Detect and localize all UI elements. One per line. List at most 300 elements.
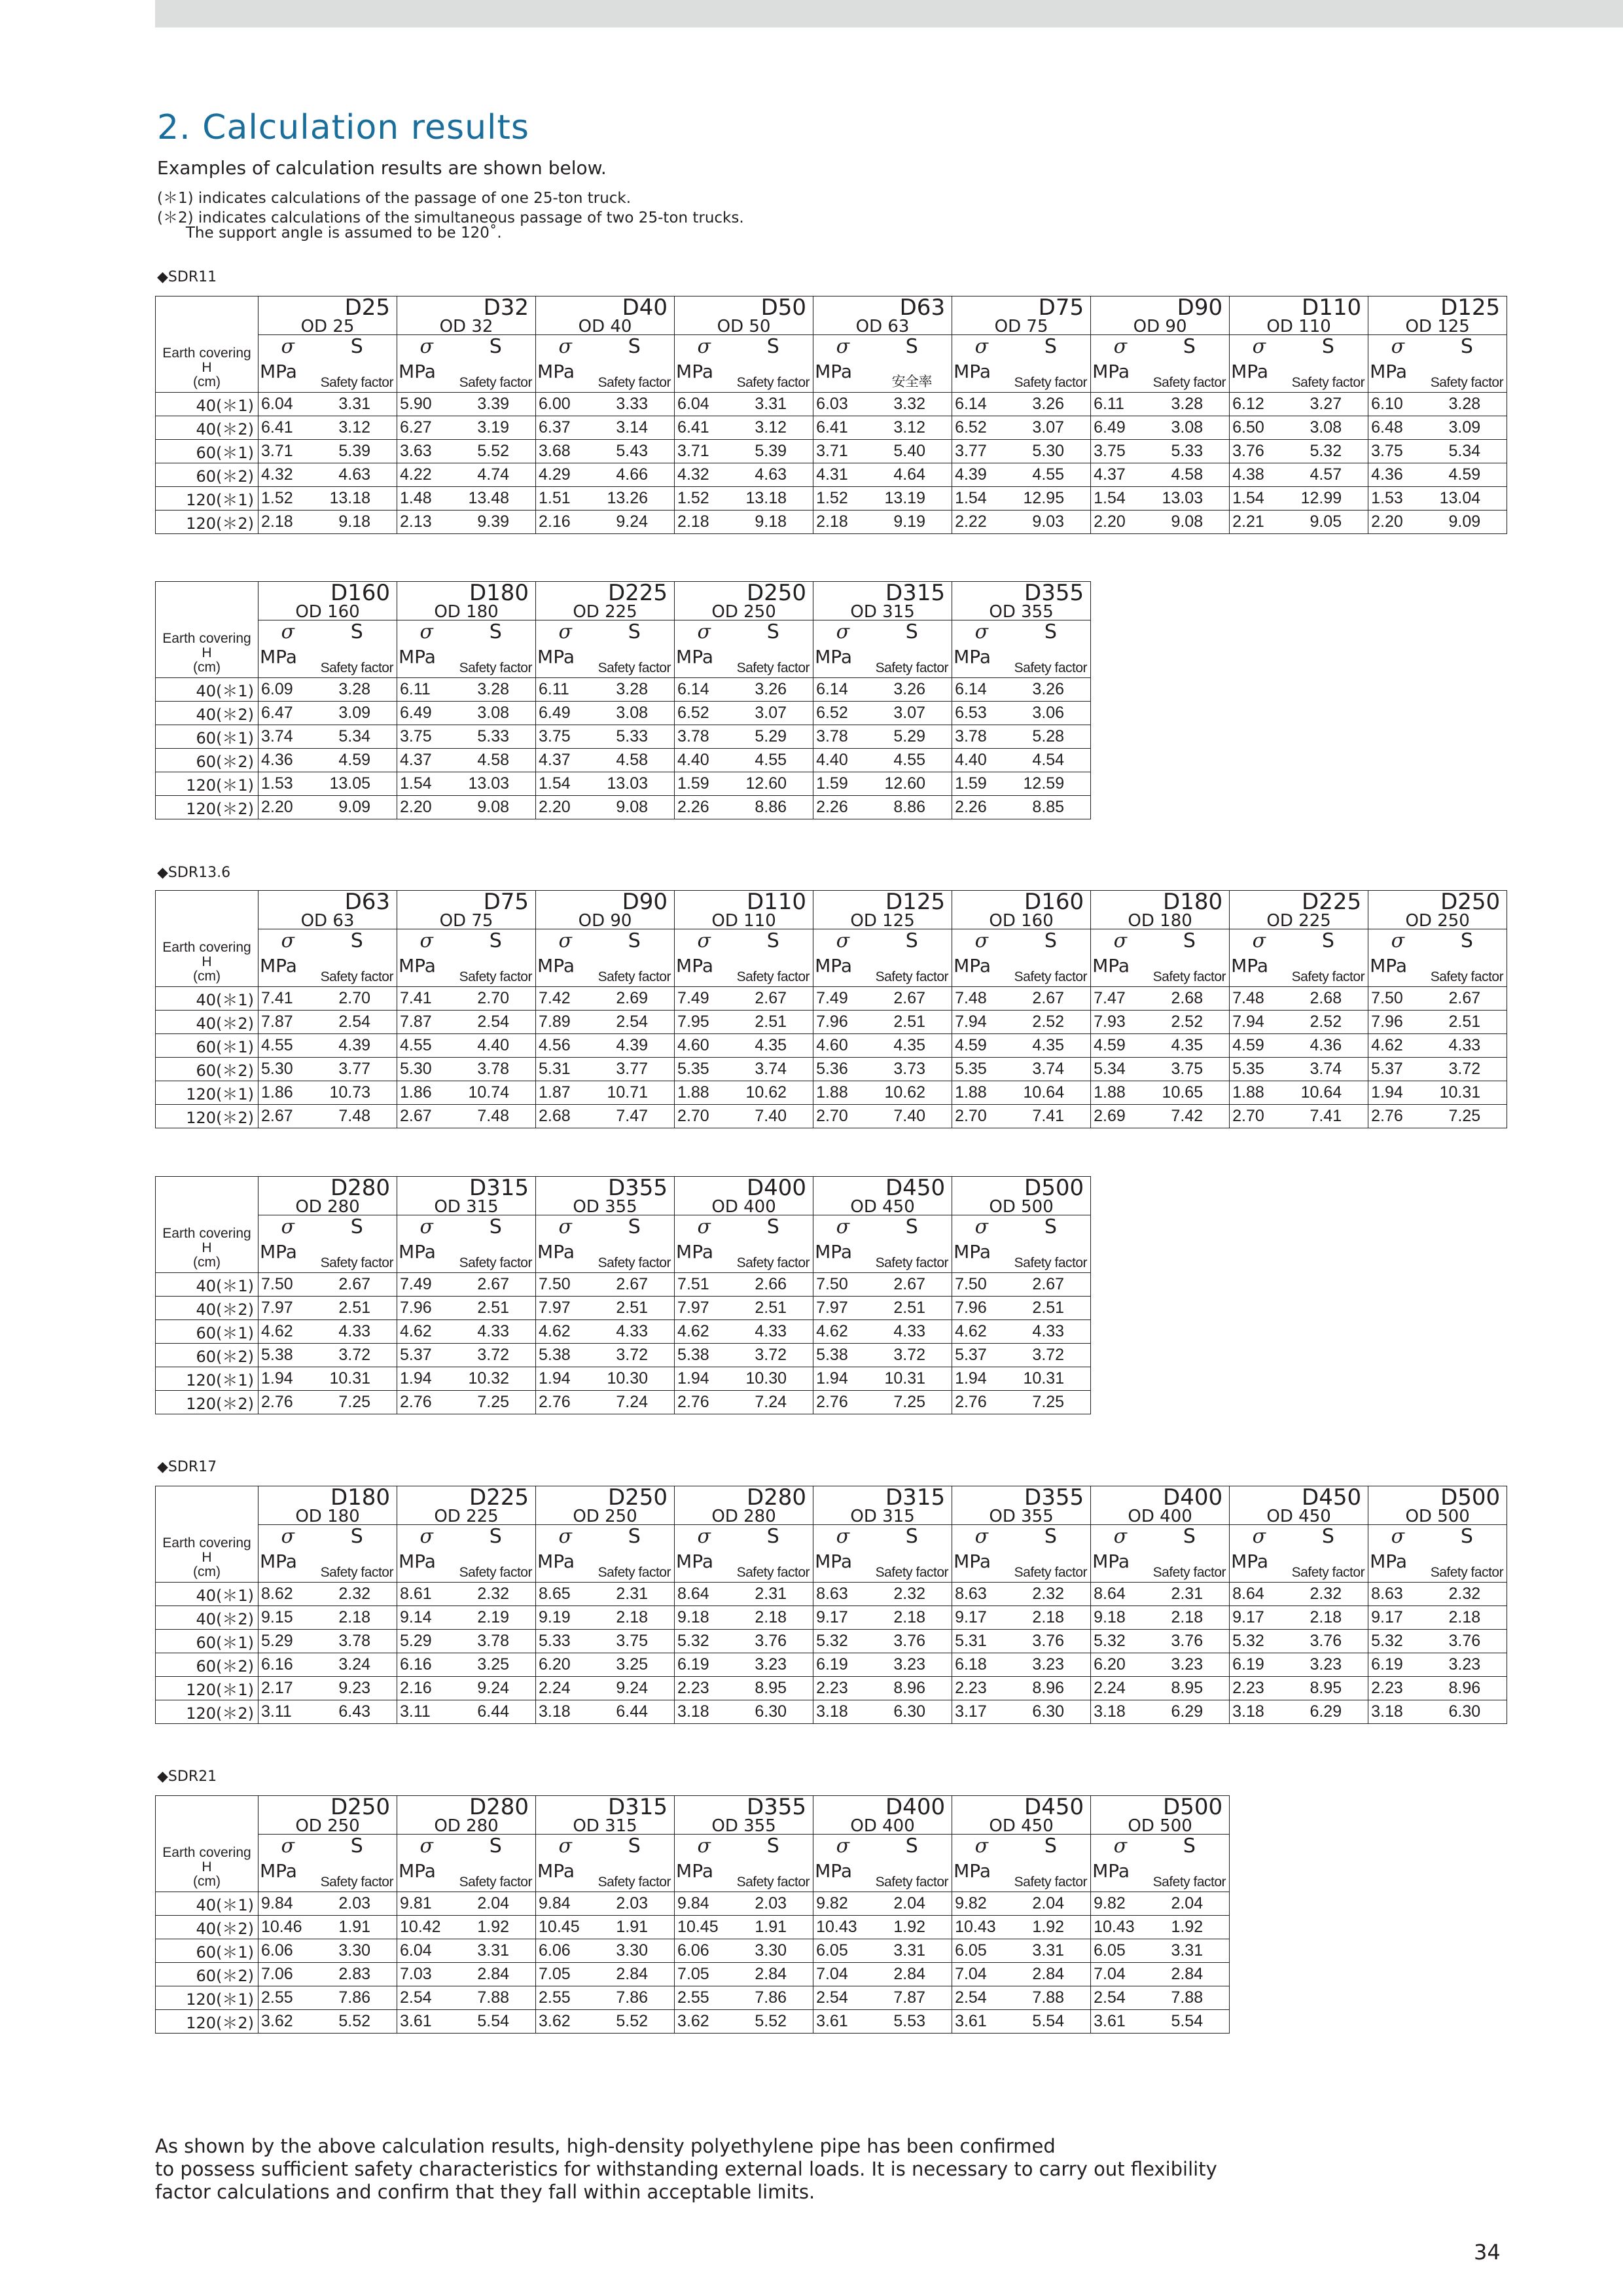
stress-value: 6.53 xyxy=(952,702,1011,725)
earth-covering-text: Earth covering xyxy=(162,346,251,361)
table-row xyxy=(156,725,1091,749)
symbol-header-row xyxy=(156,1215,1091,1239)
safety-factor-value: 3.06 xyxy=(1011,702,1091,725)
stress-value: 1.53 xyxy=(1368,487,1427,511)
s-symbol: S xyxy=(317,1835,397,1858)
safety-factor-value: 7.25 xyxy=(317,1391,397,1414)
safety-factor-value: 2.32 xyxy=(872,1583,952,1606)
safety-factor-value: 2.32 xyxy=(1011,1583,1091,1606)
earth-covering-value: 120(＊2) xyxy=(156,511,259,534)
nominal-size: D25 xyxy=(344,296,391,319)
stress-value: 1.94 xyxy=(675,1367,734,1391)
safety-factor-value: 4.58 xyxy=(1150,463,1230,487)
earth-covering-header xyxy=(156,296,259,393)
stress-value: 7.50 xyxy=(536,1273,595,1297)
stress-value: 10.43 xyxy=(1091,1916,1150,1939)
stress-value: 7.04 xyxy=(952,1963,1011,1986)
outer-diameter: OD 180 xyxy=(397,604,536,620)
mpa-unit: MPa xyxy=(1368,358,1427,393)
sigma-symbol: σ xyxy=(675,1835,734,1858)
table-row xyxy=(156,1058,1507,1081)
cm-unit: (cm) xyxy=(193,374,221,389)
stress-value: 5.35 xyxy=(675,1058,734,1081)
stress-value: 7.96 xyxy=(813,1011,872,1034)
stress-value: 6.49 xyxy=(397,702,456,725)
stress-value: 6.37 xyxy=(536,416,595,440)
stress-value: 3.75 xyxy=(397,725,456,749)
mpa-unit: MPa xyxy=(952,1238,1011,1273)
safety-factor-value: 9.24 xyxy=(595,511,675,534)
stress-value: 5.37 xyxy=(952,1344,1011,1367)
stress-value: 7.87 xyxy=(259,1011,317,1034)
s-symbol: S xyxy=(1011,1835,1091,1858)
safety-factor-value: 7.25 xyxy=(456,1391,536,1414)
sigma-symbol: σ xyxy=(397,620,456,644)
safety-factor-value: 2.69 xyxy=(595,987,675,1011)
safety-factor-value: 2.18 xyxy=(1427,1606,1507,1630)
safety-factor-label: Safety factor xyxy=(1011,358,1091,393)
stress-value: 6.16 xyxy=(397,1653,456,1677)
safety-factor-value: 2.84 xyxy=(734,1963,813,1986)
stress-value: 4.55 xyxy=(397,1034,456,1058)
safety-factor-value: 3.28 xyxy=(1150,393,1230,416)
s-symbol: S xyxy=(1011,1525,1091,1549)
safety-factor-value: 2.51 xyxy=(1011,1297,1091,1320)
stress-value: 8.63 xyxy=(952,1583,1011,1606)
safety-factor-label: Safety factor xyxy=(734,1857,813,1892)
outer-diameter: OD 50 xyxy=(675,319,813,335)
mpa-unit: MPa xyxy=(397,1548,456,1583)
stress-value: 1.59 xyxy=(952,772,1011,796)
stress-value: 2.16 xyxy=(536,511,595,534)
size-cell xyxy=(675,296,813,319)
safety-factor-value: 3.23 xyxy=(1011,1653,1091,1677)
safety-factor-value: 2.68 xyxy=(1289,987,1368,1011)
stress-value: 6.19 xyxy=(1368,1653,1427,1677)
size-cell xyxy=(259,1796,397,1819)
safety-factor-value: 2.18 xyxy=(734,1606,813,1630)
earth-covering-label xyxy=(156,346,258,389)
s-symbol: S xyxy=(1427,929,1507,953)
s-symbol: S xyxy=(1150,929,1230,953)
safety-factor-value: 3.76 xyxy=(1427,1630,1507,1653)
sigma-symbol: σ xyxy=(1230,335,1289,359)
symbol-header-row xyxy=(156,1835,1230,1858)
safety-factor-value: 9.19 xyxy=(872,511,952,534)
stress-value: 8.63 xyxy=(813,1583,872,1606)
size-cell xyxy=(813,1486,952,1509)
safety-factor-value: 2.52 xyxy=(1011,1011,1091,1034)
stress-value: 6.20 xyxy=(1091,1653,1150,1677)
safety-factor-value: 13.05 xyxy=(317,772,397,796)
safety-factor-value: 5.34 xyxy=(317,725,397,749)
earth-covering-value: 40(＊2) xyxy=(156,416,259,440)
safety-factor-value: 3.75 xyxy=(595,1630,675,1653)
safety-factor-label: Safety factor xyxy=(872,643,952,678)
size-cell xyxy=(813,891,952,914)
mpa-unit: MPa xyxy=(675,643,734,678)
symbol-header-row xyxy=(156,929,1507,953)
safety-factor-value: 3.76 xyxy=(1011,1630,1091,1653)
safety-factor-value: 2.51 xyxy=(1427,1011,1507,1034)
safety-factor-value: 3.77 xyxy=(595,1058,675,1081)
stress-value: 9.17 xyxy=(1230,1606,1289,1630)
safety-factor-value: 5.52 xyxy=(595,2010,675,2034)
stress-value: 4.59 xyxy=(952,1034,1011,1058)
safety-factor-value: 3.78 xyxy=(317,1630,397,1653)
stress-value: 5.32 xyxy=(675,1630,734,1653)
safety-factor-value: 1.92 xyxy=(456,1916,536,1939)
safety-factor-label: Safety factor xyxy=(456,1548,536,1583)
safety-factor-value: 8.86 xyxy=(734,796,813,819)
safety-factor-value: 9.09 xyxy=(1427,511,1507,534)
sigma-symbol: σ xyxy=(952,335,1011,359)
safety-factor-value: 3.08 xyxy=(1289,416,1368,440)
nominal-size: D250 xyxy=(746,581,807,604)
safety-factor-value: 12.59 xyxy=(1011,772,1091,796)
safety-factor-value: 3.72 xyxy=(1011,1344,1091,1367)
stress-value: 2.20 xyxy=(397,796,456,819)
outer-diameter: OD 225 xyxy=(397,1509,536,1525)
safety-factor-value: 3.74 xyxy=(1289,1058,1368,1081)
safety-factor-value: 2.19 xyxy=(456,1606,536,1630)
safety-factor-value: 3.28 xyxy=(456,678,536,702)
nominal-size: D450 xyxy=(1024,1795,1084,1818)
size-cell xyxy=(813,582,952,605)
safety-factor-value: 3.23 xyxy=(1427,1653,1507,1677)
stress-value: 7.48 xyxy=(952,987,1011,1011)
stress-value: 7.50 xyxy=(1368,987,1427,1011)
safety-factor-label: Safety factor xyxy=(595,1238,675,1273)
safety-factor-value: 2.67 xyxy=(1011,1273,1091,1297)
stress-value: 3.71 xyxy=(813,440,872,463)
safety-factor-value: 5.33 xyxy=(595,725,675,749)
stress-value: 5.30 xyxy=(259,1058,317,1081)
stress-value: 1.94 xyxy=(536,1367,595,1391)
stress-value: 9.84 xyxy=(259,1892,317,1916)
h-symbol: H xyxy=(202,1240,212,1255)
stress-value: 2.67 xyxy=(397,1105,456,1128)
stress-value: 1.94 xyxy=(1368,1081,1427,1105)
s-symbol: S xyxy=(872,1835,952,1858)
outer-diameter: OD 250 xyxy=(259,1818,397,1835)
safety-factor-value: 3.31 xyxy=(1011,1939,1091,1963)
mpa-unit: MPa xyxy=(813,1238,872,1273)
nominal-size: D500 xyxy=(1440,1486,1501,1509)
stress-value: 2.76 xyxy=(397,1391,456,1414)
safety-factor-label: Safety factor xyxy=(1427,1548,1507,1583)
stress-value: 7.03 xyxy=(397,1963,456,1986)
mpa-unit: MPa xyxy=(813,1548,872,1583)
s-symbol: S xyxy=(595,335,675,359)
stress-value: 3.17 xyxy=(952,1700,1011,1724)
safety-factor-label: Safety factor xyxy=(456,1238,536,1273)
table-row xyxy=(156,796,1091,819)
earth-covering-value: 120(＊1) xyxy=(156,1081,259,1105)
safety-factor-value: 2.84 xyxy=(456,1963,536,1986)
stress-value: 2.23 xyxy=(1230,1677,1289,1700)
safety-factor-value: 3.25 xyxy=(456,1653,536,1677)
cm-unit: (cm) xyxy=(193,1564,221,1579)
stress-value: 2.70 xyxy=(813,1105,872,1128)
nominal-size: D63 xyxy=(344,890,391,913)
size-cell xyxy=(397,296,536,319)
safety-factor-value: 5.39 xyxy=(317,440,397,463)
stress-value: 7.51 xyxy=(675,1273,734,1297)
nominal-size: D280 xyxy=(330,1176,391,1199)
safety-factor-value: 7.86 xyxy=(734,1986,813,2010)
stress-value: 8.64 xyxy=(1230,1583,1289,1606)
cm-unit: (cm) xyxy=(193,660,221,675)
outer-diameter: OD 355 xyxy=(536,1199,675,1215)
safety-factor-label: Safety factor xyxy=(317,952,397,987)
outer-diameter: OD 32 xyxy=(397,319,536,335)
table-row xyxy=(156,511,1507,534)
nominal-size: D280 xyxy=(469,1795,529,1818)
safety-factor-value: 3.23 xyxy=(734,1653,813,1677)
stress-value: 3.78 xyxy=(675,725,734,749)
safety-factor-value: 4.59 xyxy=(317,749,397,772)
earth-covering-value: 40(＊2) xyxy=(156,1297,259,1320)
outer-diameter: OD 160 xyxy=(952,913,1091,929)
safety-factor-value: 2.67 xyxy=(317,1273,397,1297)
safety-factor-value: 2.67 xyxy=(595,1273,675,1297)
stress-value: 6.52 xyxy=(675,702,734,725)
safety-factor-value: 2.03 xyxy=(734,1892,813,1916)
sigma-symbol: σ xyxy=(536,929,595,953)
stress-value: 9.81 xyxy=(397,1892,456,1916)
outer-diameter: OD 500 xyxy=(1368,1509,1507,1525)
sigma-symbol: σ xyxy=(397,929,456,953)
stress-value: 2.55 xyxy=(675,1986,734,2010)
safety-factor-value: 10.62 xyxy=(872,1081,952,1105)
stress-value: 3.74 xyxy=(259,725,317,749)
safety-factor-label: 安全率 xyxy=(872,358,952,393)
sdr21-label: ◆SDR21 xyxy=(157,1768,217,1785)
s-symbol: S xyxy=(872,1215,952,1239)
stress-value: 3.11 xyxy=(397,1700,456,1724)
nominal-size: D225 xyxy=(469,1486,529,1509)
safety-factor-label: Safety factor xyxy=(1011,643,1091,678)
safety-factor-value: 1.91 xyxy=(595,1916,675,1939)
safety-factor-value: 13.18 xyxy=(734,487,813,511)
s-symbol: S xyxy=(872,929,952,953)
safety-factor-value: 4.35 xyxy=(1150,1034,1230,1058)
size-cell xyxy=(1091,1486,1230,1509)
stress-value: 7.97 xyxy=(259,1297,317,1320)
stress-value: 9.14 xyxy=(397,1606,456,1630)
safety-factor-value: 9.08 xyxy=(1150,511,1230,534)
safety-factor-value: 4.55 xyxy=(734,749,813,772)
size-cell xyxy=(536,1486,675,1509)
sigma-symbol: σ xyxy=(675,620,734,644)
stress-value: 5.38 xyxy=(536,1344,595,1367)
unit-header-row xyxy=(156,1857,1230,1892)
stress-value: 5.35 xyxy=(1230,1058,1289,1081)
stress-value: 2.76 xyxy=(952,1391,1011,1414)
safety-factor-value: 9.03 xyxy=(1011,511,1091,534)
safety-factor-label: Safety factor xyxy=(1150,358,1230,393)
stress-value: 2.70 xyxy=(952,1105,1011,1128)
nominal-size: D180 xyxy=(1163,890,1223,913)
size-header-row xyxy=(156,582,1091,605)
stress-value: 2.54 xyxy=(813,1986,872,2010)
sigma-symbol: σ xyxy=(813,335,872,359)
nominal-size: D400 xyxy=(746,1176,807,1199)
s-symbol: S xyxy=(1289,929,1368,953)
stress-value: 1.54 xyxy=(1230,487,1289,511)
safety-factor-value: 3.32 xyxy=(872,393,952,416)
stress-value: 9.15 xyxy=(259,1606,317,1630)
safety-factor-value: 5.39 xyxy=(734,440,813,463)
outer-diameter: OD 225 xyxy=(1230,913,1368,929)
safety-factor-value: 4.35 xyxy=(734,1034,813,1058)
stress-value: 10.42 xyxy=(397,1916,456,1939)
sigma-symbol: σ xyxy=(813,1835,872,1858)
outer-diameter: OD 400 xyxy=(675,1199,813,1215)
size-header-row xyxy=(156,1796,1230,1819)
stress-value: 6.06 xyxy=(259,1939,317,1963)
sigma-symbol: σ xyxy=(1091,1835,1150,1858)
s-symbol: S xyxy=(456,1525,536,1549)
safety-factor-value: 3.08 xyxy=(595,702,675,725)
earth-covering-value: 120(＊2) xyxy=(156,1700,259,1724)
safety-factor-value: 4.33 xyxy=(595,1320,675,1344)
cm-unit: (cm) xyxy=(193,969,221,984)
safety-factor-value: 2.54 xyxy=(317,1011,397,1034)
stress-value: 4.31 xyxy=(813,463,872,487)
nominal-size: D225 xyxy=(607,581,668,604)
safety-factor-value: 3.74 xyxy=(1011,1058,1091,1081)
earth-covering-header xyxy=(156,1486,259,1583)
stress-value: 3.18 xyxy=(1230,1700,1289,1724)
earth-covering-value: 40(＊2) xyxy=(156,702,259,725)
stress-value: 2.13 xyxy=(397,511,456,534)
size-header-row xyxy=(156,1177,1091,1200)
stress-value: 5.38 xyxy=(813,1344,872,1367)
earth-covering-text: Earth covering xyxy=(162,1226,251,1241)
mpa-unit: MPa xyxy=(1368,952,1427,987)
stress-value: 3.75 xyxy=(1368,440,1427,463)
mpa-unit: MPa xyxy=(813,643,872,678)
safety-factor-label: Safety factor xyxy=(734,1548,813,1583)
results-table-sdr13-6-a xyxy=(155,890,1507,1128)
safety-factor-value: 2.51 xyxy=(595,1297,675,1320)
safety-factor-value: 4.33 xyxy=(1011,1320,1091,1344)
safety-factor-value: 3.72 xyxy=(734,1344,813,1367)
safety-factor-label: Safety factor xyxy=(317,643,397,678)
stress-value: 1.54 xyxy=(952,487,1011,511)
earth-covering-value: 40(＊1) xyxy=(156,678,259,702)
stress-value: 4.62 xyxy=(952,1320,1011,1344)
outer-diameter: OD 500 xyxy=(952,1199,1091,1215)
safety-factor-label: Safety factor xyxy=(1289,358,1368,393)
earth-covering-label xyxy=(156,632,258,675)
size-cell xyxy=(1368,891,1507,914)
earth-covering-value: 40(＊2) xyxy=(156,1011,259,1034)
unit-header-row xyxy=(156,1548,1507,1583)
safety-factor-value: 2.67 xyxy=(1427,987,1507,1011)
safety-factor-value: 12.60 xyxy=(872,772,952,796)
safety-factor-value: 4.63 xyxy=(734,463,813,487)
nominal-size: D160 xyxy=(1024,890,1084,913)
safety-factor-label: Safety factor xyxy=(1011,952,1091,987)
stress-value: 6.06 xyxy=(536,1939,595,1963)
stress-value: 2.76 xyxy=(813,1391,872,1414)
stress-value: 2.18 xyxy=(813,511,872,534)
mpa-unit: MPa xyxy=(675,1238,734,1273)
table-row xyxy=(156,1963,1230,1986)
safety-factor-value: 3.75 xyxy=(1150,1058,1230,1081)
outer-diameter: OD 355 xyxy=(952,604,1091,620)
stress-value: 1.88 xyxy=(1230,1081,1289,1105)
s-symbol: S xyxy=(456,1215,536,1239)
stress-value: 2.70 xyxy=(675,1105,734,1128)
size-cell xyxy=(536,891,675,914)
safety-factor-value: 2.68 xyxy=(1150,987,1230,1011)
safety-factor-value: 10.32 xyxy=(456,1367,536,1391)
safety-factor-value: 7.88 xyxy=(1011,1986,1091,2010)
safety-factor-label: Safety factor xyxy=(734,358,813,393)
safety-factor-value: 10.71 xyxy=(595,1081,675,1105)
safety-factor-value: 8.96 xyxy=(872,1677,952,1700)
size-cell xyxy=(536,1177,675,1200)
stress-value: 1.53 xyxy=(259,772,317,796)
safety-factor-value: 4.39 xyxy=(595,1034,675,1058)
h-symbol: H xyxy=(202,1859,212,1874)
safety-factor-value: 3.28 xyxy=(1427,393,1507,416)
s-symbol: S xyxy=(317,929,397,953)
sigma-symbol: σ xyxy=(397,335,456,359)
stress-value: 5.32 xyxy=(1368,1630,1427,1653)
stress-value: 1.52 xyxy=(259,487,317,511)
safety-factor-value: 3.76 xyxy=(734,1630,813,1653)
nominal-size: D180 xyxy=(330,1486,391,1509)
mpa-unit: MPa xyxy=(259,1857,317,1892)
safety-factor-value: 3.23 xyxy=(872,1653,952,1677)
stress-value: 1.88 xyxy=(675,1081,734,1105)
stress-value: 9.84 xyxy=(675,1892,734,1916)
earth-covering-label xyxy=(156,941,258,984)
sigma-symbol: σ xyxy=(536,620,595,644)
table-row xyxy=(156,702,1091,725)
stress-value: 7.49 xyxy=(813,987,872,1011)
stress-value: 4.62 xyxy=(1368,1034,1427,1058)
safety-factor-value: 4.55 xyxy=(872,749,952,772)
safety-factor-value: 7.42 xyxy=(1150,1105,1230,1128)
stress-value: 9.17 xyxy=(952,1606,1011,1630)
outer-diameter: OD 90 xyxy=(536,913,675,929)
safety-factor-value: 3.24 xyxy=(317,1653,397,1677)
outer-diameter: OD 110 xyxy=(675,913,813,929)
safety-factor-label: Safety factor xyxy=(456,643,536,678)
safety-factor-value: 2.32 xyxy=(1289,1583,1368,1606)
stress-value: 4.62 xyxy=(397,1320,456,1344)
size-cell xyxy=(952,1796,1091,1819)
mpa-unit: MPa xyxy=(536,952,595,987)
safety-factor-value: 5.52 xyxy=(456,440,536,463)
stress-value: 3.77 xyxy=(952,440,1011,463)
safety-factor-value: 3.30 xyxy=(595,1939,675,1963)
stress-value: 4.60 xyxy=(675,1034,734,1058)
nominal-size: D125 xyxy=(885,890,946,913)
safety-factor-value: 10.31 xyxy=(1011,1367,1091,1391)
size-cell xyxy=(397,1796,536,1819)
mpa-unit: MPa xyxy=(1091,1857,1150,1892)
s-symbol: S xyxy=(1150,335,1230,359)
stress-value: 5.90 xyxy=(397,393,456,416)
earth-covering-value: 40(＊1) xyxy=(156,1583,259,1606)
